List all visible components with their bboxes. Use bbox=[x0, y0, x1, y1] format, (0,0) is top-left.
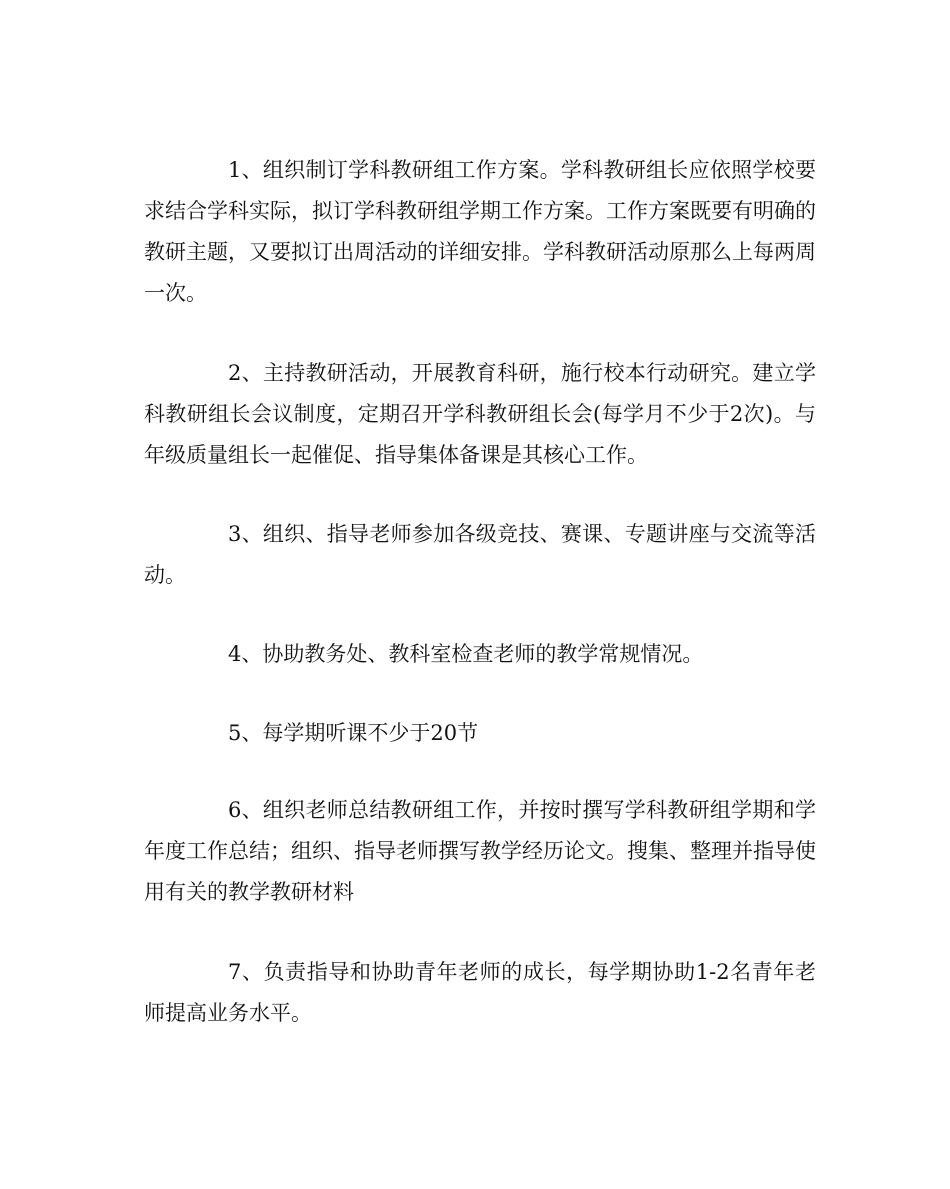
paragraph-5: 5、每学期听课不少于20节 bbox=[228, 721, 479, 745]
paragraph-2: 2、主持教研活动，开展教育科研，施行校本行动研究。建立学科教研组长会议制度，定期召开学科教研组长会(每学月不少于2次)。与年级质量组长一起催促、指导集体备课是其核心工作。 bbox=[144, 361, 816, 467]
paragraph-4: 4、协助教务处、教科室检查老师的教学常规情况。 bbox=[228, 642, 704, 666]
paragraph-1: 1、组织制订学科教研组工作方案。学科教研组长应依照学校要求结合学科实际，拟订学科教研组学期工作方案。工作方案既要有明确的教研主题，又要拟订出周活动的详细安排。学科教研活动原那么上每两周一次。 bbox=[144, 158, 816, 305]
document-body bbox=[144, 150, 816, 1034]
paragraph-3: 3、组织、指导老师参加各级竞技、赛课、专题讲座与交流等活动。 bbox=[144, 522, 816, 587]
paragraph-7: 7、负责指导和协助青年老师的成长，每学期协助1-2名青年老师提高业务水平。 bbox=[144, 960, 816, 1025]
paragraph-6: 6、组织老师总结教研组工作，并按时撰写学科教研组学期和学年度工作总结；组织、指导老师撰写教学经历论文。搜集、整理并指导使用有关的教学教研材料 bbox=[144, 798, 816, 904]
